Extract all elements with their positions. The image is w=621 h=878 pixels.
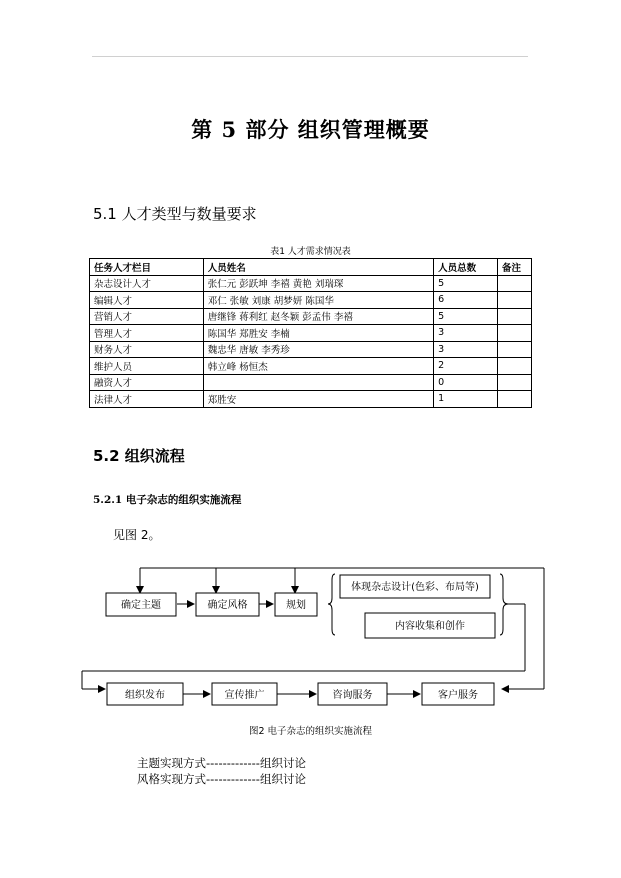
- table-cell-category: 编辑人才: [90, 292, 204, 309]
- column-header: 备注: [498, 259, 532, 276]
- see-figure-text: 见图 2。: [113, 528, 161, 542]
- brace-right: [500, 574, 508, 635]
- table-row: [90, 275, 532, 292]
- table-cell-count: 1: [434, 391, 498, 408]
- brace-left: [328, 574, 335, 635]
- table-header-row: [90, 259, 532, 276]
- method-value: 组织讨论: [259, 756, 306, 770]
- table-caption: 表1 人才需求情况表: [270, 247, 351, 257]
- table-cell-note: [498, 358, 532, 375]
- table-cell-names: 魏忠华 唐敏 李秀珍: [203, 341, 433, 358]
- column-header: 任务人才栏目: [90, 259, 204, 276]
- table-cell-count: 3: [434, 325, 498, 342]
- table-cell-category: 法律人才: [90, 391, 204, 408]
- table-cell-count: 2: [434, 358, 498, 375]
- header-rule: [92, 56, 528, 57]
- table-cell-note: [498, 391, 532, 408]
- node-consult-label: 咨询服务: [332, 690, 373, 701]
- node-promote-label: 宣传推广: [224, 690, 265, 701]
- table-cell-note: [498, 325, 532, 342]
- table-cell-category: 维护人员: [90, 358, 204, 375]
- table-cell-count: 0: [434, 374, 498, 391]
- method-dashes: -------------: [206, 756, 260, 770]
- table-cell-note: [498, 292, 532, 309]
- node-theme-label: 确定主题: [121, 600, 161, 611]
- section-heading-5-1: 5.1 人才类型与数量要求: [93, 205, 257, 223]
- table-row: [90, 391, 532, 408]
- table-cell-names: [203, 374, 433, 391]
- table-cell-category: 营销人才: [90, 308, 204, 325]
- table-row: [90, 325, 532, 342]
- method-value: 组织讨论: [259, 772, 306, 786]
- table-cell-category: 杂志设计人才: [90, 275, 204, 292]
- table-cell-count: 5: [434, 275, 498, 292]
- method-dashes: -------------: [206, 772, 260, 786]
- table-row: [90, 374, 532, 391]
- method-line: [137, 771, 306, 787]
- node-design-label: 体现杂志设计(色彩、布局等): [351, 582, 479, 593]
- table-cell-names: 张仁元 彭跃坤 李禧 黄艳 刘瑞琛: [203, 275, 433, 292]
- table-row: [90, 292, 532, 309]
- subsection-heading-5-2-1: 5.2.1 电子杂志的组织实施流程: [93, 494, 242, 506]
- table-cell-category: 管理人才: [90, 325, 204, 342]
- section-heading-5-2: 5.2 组织流程: [93, 447, 185, 465]
- table-cell-category: 融资人才: [90, 374, 204, 391]
- table-cell-count: 6: [434, 292, 498, 309]
- table-cell-note: [498, 374, 532, 391]
- node-style-label: 确定风格: [207, 600, 248, 611]
- table-cell-count: 3: [434, 341, 498, 358]
- figure-caption: 图2 电子杂志的组织实施流程: [248, 726, 373, 737]
- method-line: [137, 755, 306, 771]
- table-cell-note: [498, 341, 532, 358]
- flow-diagram: [70, 560, 550, 718]
- table-cell-note: [498, 275, 532, 292]
- table-cell-note: [498, 308, 532, 325]
- node-content-label: 内容收集和创作: [395, 621, 465, 632]
- table-cell-category: 财务人才: [90, 341, 204, 358]
- method-label: 风格实现方式: [137, 772, 206, 786]
- table-cell-names: 唐继锋 蒋利红 赵冬颖 彭孟伟 李禧: [203, 308, 433, 325]
- table-row: [90, 358, 532, 375]
- table-row: [90, 341, 532, 358]
- table-cell-count: 5: [434, 308, 498, 325]
- node-plan-label: 规划: [286, 600, 306, 611]
- node-customer-label: 客户服务: [438, 690, 478, 701]
- table-cell-names: 陈国华 郑胜安 李楠: [203, 325, 433, 342]
- method-label: 主题实现方式: [137, 756, 206, 770]
- column-header: 人员总数: [434, 259, 498, 276]
- talent-table: [89, 258, 532, 408]
- column-header: 人员姓名: [203, 259, 433, 276]
- page-title: 第 5 部分 组织管理概要: [191, 117, 430, 142]
- table-row: [90, 308, 532, 325]
- table-cell-names: 韩立峰 杨恒杰: [203, 358, 433, 375]
- table-cell-names: 郑胜安: [203, 391, 433, 408]
- node-publish-label: 组织发布: [125, 690, 165, 701]
- table-cell-names: 邓仁 张敏 刘康 胡梦妍 陈国华: [203, 292, 433, 309]
